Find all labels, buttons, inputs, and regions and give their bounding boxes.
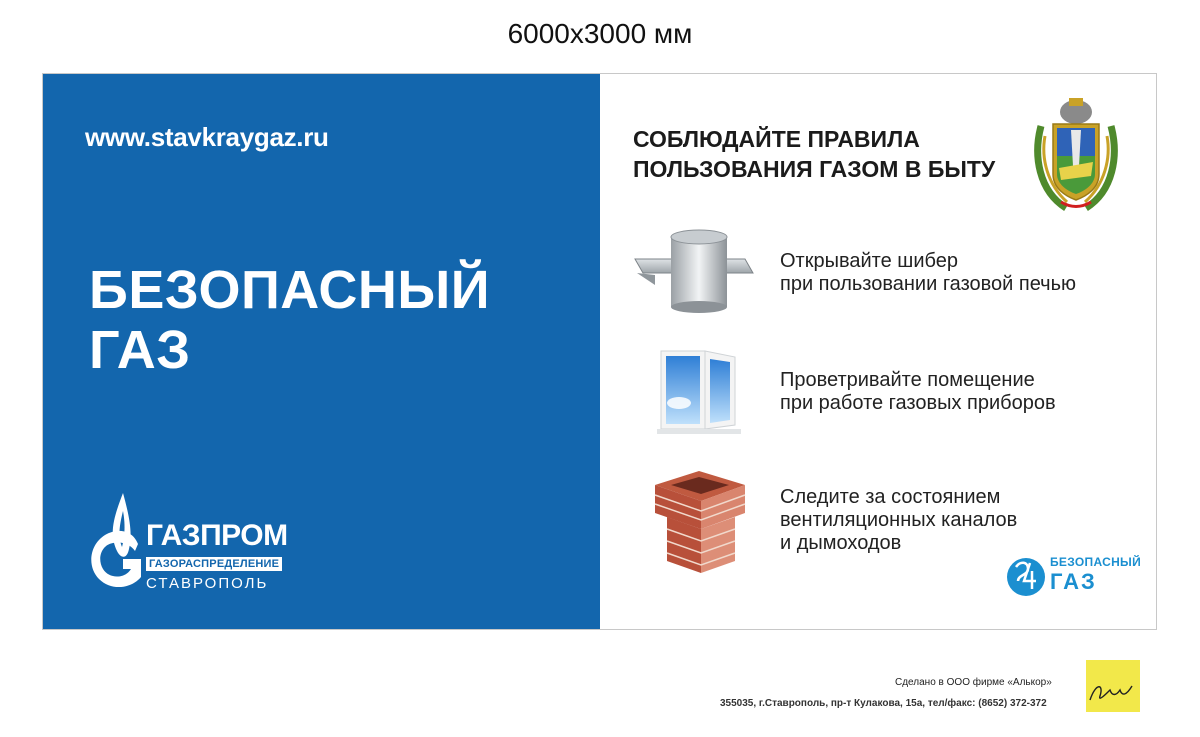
rule-ventilate bbox=[780, 369, 1056, 415]
rules-heading-line2: ПОЛЬЗОВАНИЯ ГАЗОМ В БЫТУ bbox=[633, 156, 996, 182]
left-panel bbox=[43, 74, 600, 629]
footer-address: 355035, г.Ставрополь, пр-т Кулакова, 15а, тел/факс: (8652) 372-372 bbox=[720, 698, 1047, 709]
chimney-icon bbox=[651, 467, 749, 577]
gazprom-strip: ГАЗОРАСПРЕДЕЛЕНИЕ bbox=[146, 557, 282, 571]
rule-chimney-line2: вентиляционных каналов bbox=[780, 509, 1018, 531]
gazprom-flame-icon bbox=[83, 489, 153, 594]
gazprom-city: СТАВРОПОЛЬ bbox=[146, 575, 269, 592]
website-url: www.stavkraygaz.ru bbox=[85, 122, 329, 152]
rule-damper-line1: Открывайте шибер bbox=[780, 250, 958, 272]
damper-icon bbox=[633, 229, 755, 319]
rules-heading-line1: СОБЛЮДАЙТЕ ПРАВИЛА bbox=[633, 126, 920, 152]
rule-chimney-line1: Следите за состоянием bbox=[780, 486, 1001, 508]
gazprom-logo bbox=[83, 489, 288, 599]
main-title-line2: ГАЗ bbox=[89, 320, 191, 380]
rule-chimney bbox=[780, 486, 1017, 555]
coat-of-arms-icon bbox=[1031, 96, 1121, 214]
gazprom-word: ГАЗПРОМ bbox=[146, 519, 288, 552]
banner bbox=[42, 73, 1157, 630]
window-icon bbox=[657, 347, 741, 435]
safe-gas-line2: ГАЗ bbox=[1050, 569, 1097, 594]
safe-gas-emblem-icon bbox=[1006, 551, 1046, 603]
signature-icon bbox=[1082, 660, 1142, 714]
footer-made-by: Сделано в ООО фирме «Алькор» bbox=[895, 677, 1052, 688]
rule-damper bbox=[780, 250, 1076, 296]
rule-chimney-line3: и дымоходов bbox=[780, 532, 902, 554]
rule-damper-line2: при пользовании газовой печью bbox=[780, 273, 1077, 295]
safe-gas-logo bbox=[1006, 549, 1142, 609]
rules-heading bbox=[633, 124, 995, 184]
rule-ventilate-line1: Проветривайте помещение bbox=[780, 369, 1035, 391]
rule-ventilate-line2: при работе газовых приборов bbox=[780, 392, 1056, 414]
dimensions-label: 6000x3000 мм bbox=[507, 18, 693, 49]
main-title bbox=[89, 260, 490, 380]
main-title-line1: БЕЗОПАСНЫЙ bbox=[89, 260, 491, 320]
safe-gas-line1: БЕЗОПАСНЫЙ bbox=[1050, 555, 1142, 569]
